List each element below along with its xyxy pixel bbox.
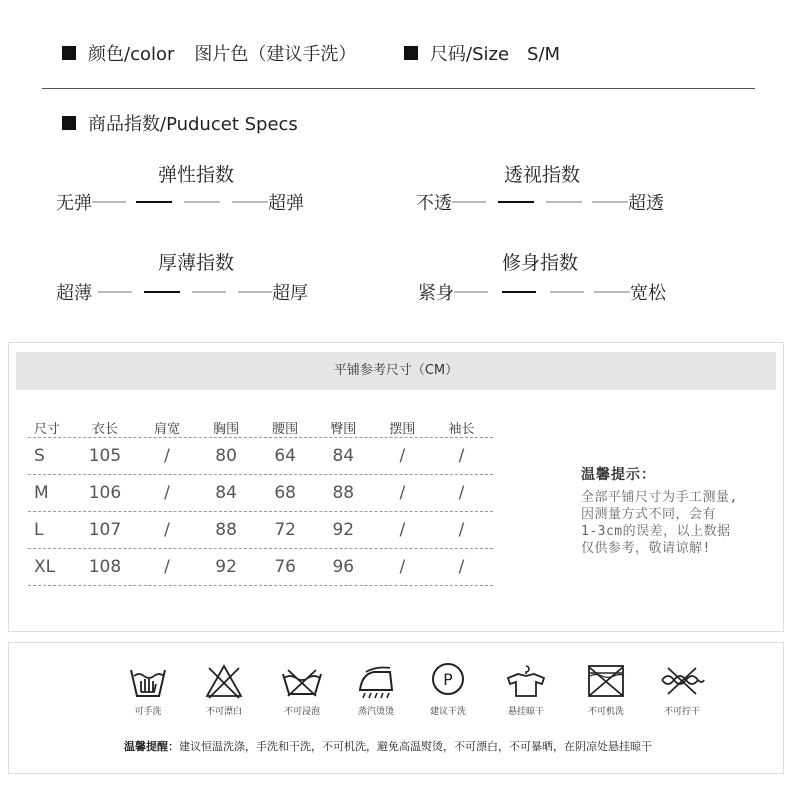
care-label: 建议干洗 — [429, 707, 466, 717]
table-cell: / — [458, 557, 465, 577]
care-item — [266, 662, 338, 717]
care-reminder — [124, 738, 652, 754]
notice-line: 全部平铺尺寸为手工测量, — [581, 490, 738, 505]
no-wring-icon — [658, 662, 706, 700]
dry-clean-glyph: P — [443, 670, 453, 689]
care-item — [412, 662, 484, 717]
fit-index-scale — [418, 280, 666, 304]
scale-segment — [98, 291, 132, 293]
care-label: 可手洗 — [134, 707, 162, 717]
transparency-index-scale — [416, 190, 664, 214]
size-table — [28, 410, 493, 586]
size-chart-title: 平铺参考尺寸（CM） — [16, 352, 776, 390]
dry-clean-icon — [428, 662, 468, 700]
table-cell: / — [458, 446, 465, 466]
table-cell: 92 — [215, 557, 237, 577]
no-bleach-icon — [204, 662, 244, 700]
elasticity-index-scale — [56, 190, 304, 214]
notice-line: 因测量方式不同，会有 — [581, 507, 717, 522]
scale-segment-selected — [498, 201, 534, 203]
care-item — [340, 662, 412, 717]
table-cell: / — [164, 446, 170, 466]
scale-segment — [550, 291, 584, 293]
scale-segment — [592, 201, 628, 203]
table-cell: L — [34, 520, 44, 540]
table-row — [28, 475, 493, 512]
table-header-cell: 衣长 — [91, 422, 118, 437]
table-cell: / — [164, 483, 170, 503]
table-cell: / — [164, 557, 170, 577]
scale-segment — [192, 291, 226, 293]
scale-segment — [454, 291, 488, 293]
elasticity-index-title: 弹性指数 — [158, 164, 235, 186]
table-cell: 92 — [332, 520, 355, 540]
table-cell: 108 — [88, 557, 122, 577]
steam-iron-icon — [354, 662, 398, 700]
care-item — [646, 662, 718, 717]
care-label: 不可浸泡 — [283, 707, 320, 717]
care-label: 不可拧干 — [663, 707, 700, 717]
table-cell: 72 — [274, 520, 296, 540]
hand-wash-icon — [128, 662, 168, 700]
table-cell: / — [399, 483, 406, 503]
no-tumble-dry-icon — [584, 662, 628, 700]
table-cell: / — [399, 557, 406, 577]
bullet-square-icon — [62, 116, 76, 130]
scale-segment — [594, 291, 630, 293]
table-cell: XL — [34, 557, 56, 577]
table-cell: 84 — [332, 446, 355, 466]
table-header-cell: 摆围 — [389, 422, 416, 437]
bullet-square-icon — [62, 46, 76, 60]
specs-heading — [62, 110, 298, 136]
table-cell: / — [458, 483, 465, 503]
table-header-cell: 腰围 — [272, 422, 299, 437]
table-row — [28, 512, 493, 549]
scale-left-label: 超薄 — [56, 283, 92, 304]
scale-left-label: 无弹 — [56, 193, 92, 214]
table-cell: 76 — [274, 557, 296, 577]
no-soak-icon — [280, 662, 324, 700]
scale-segment-selected — [136, 201, 172, 203]
scale-segment — [232, 201, 268, 203]
scale-left-label: 紧身 — [418, 283, 454, 304]
size-label: 尺码/Size — [430, 44, 510, 65]
bullet-square-icon — [404, 46, 418, 60]
table-cell: 84 — [215, 483, 237, 503]
table-cell: 64 — [274, 446, 296, 466]
table-cell: S — [34, 446, 45, 466]
color-label: 颜色/color — [88, 44, 175, 65]
fit-index-title: 修身指数 — [502, 252, 579, 274]
scale-right-label: 超弹 — [268, 193, 304, 214]
care-reminder-text: 建议恒温洗涤，手洗和干洗，不可机洗，避免高温熨烫，不可漂白，不可暴晒，在阴凉处悬挂晾干 — [179, 740, 652, 753]
table-header-cell: 袖长 — [448, 422, 475, 437]
notice-line: 1-3cm的误差，以上数据 — [581, 524, 731, 539]
scale-segment — [546, 201, 582, 203]
care-label: 蒸汽烫烫 — [357, 707, 394, 717]
table-cell: 88 — [332, 483, 355, 503]
table-cell: / — [399, 520, 406, 540]
size-info — [404, 40, 560, 66]
table-header-cell: 胸围 — [213, 422, 240, 437]
care-label: 不可机洗 — [587, 707, 624, 717]
scale-segment-selected — [144, 291, 180, 293]
table-cell: / — [399, 446, 406, 466]
table-row — [28, 438, 493, 475]
notice-body — [581, 489, 761, 557]
table-cell: 105 — [88, 446, 122, 466]
scale-segment-selected — [502, 291, 536, 293]
table-cell: 96 — [332, 557, 355, 577]
care-label: 悬挂晾干 — [507, 707, 544, 717]
scale-right-label: 超厚 — [272, 283, 308, 304]
transparency-index-title: 透视指数 — [504, 164, 581, 186]
thickness-index-scale — [56, 280, 308, 304]
table-header-cell: 臀围 — [330, 422, 357, 437]
divider — [42, 88, 755, 89]
table-cell: / — [164, 520, 170, 540]
table-cell: / — [458, 520, 465, 540]
care-item — [490, 662, 562, 717]
scale-right-label: 超透 — [628, 193, 664, 214]
notice-title: 温馨提示： — [581, 467, 656, 483]
scale-segment — [184, 201, 220, 203]
care-item — [112, 662, 184, 717]
color-info — [62, 40, 356, 66]
table-cell: 68 — [274, 483, 296, 503]
table-cell: 107 — [88, 520, 122, 540]
specs-title: 商品指数/Puducet Specs — [88, 114, 298, 135]
table-cell: M — [34, 483, 49, 503]
size-value: S/M — [527, 44, 561, 65]
care-label: 不可漂白 — [205, 707, 242, 717]
hang-dry-icon — [504, 662, 548, 700]
notice-line: 仅供参考，敬请谅解! — [581, 541, 711, 556]
scale-right-label: 宽松 — [630, 283, 666, 304]
care-reminder-label: 温馨提醒： — [124, 740, 179, 753]
table-cell: 88 — [215, 520, 237, 540]
table-header-cell: 肩宽 — [153, 422, 180, 437]
care-item — [570, 662, 642, 717]
care-item — [188, 662, 260, 717]
scale-left-label: 不透 — [416, 193, 452, 214]
table-row — [28, 549, 493, 586]
thickness-index-title: 厚薄指数 — [158, 252, 235, 274]
scale-segment — [92, 201, 126, 203]
table-cell: 80 — [215, 446, 237, 466]
table-cell: 106 — [88, 483, 122, 503]
scale-segment — [238, 291, 272, 293]
table-header-cell: 尺寸 — [34, 422, 61, 437]
scale-segment — [452, 201, 486, 203]
color-value: 图片色（建议手洗） — [194, 44, 357, 65]
table-header-row — [28, 410, 493, 438]
